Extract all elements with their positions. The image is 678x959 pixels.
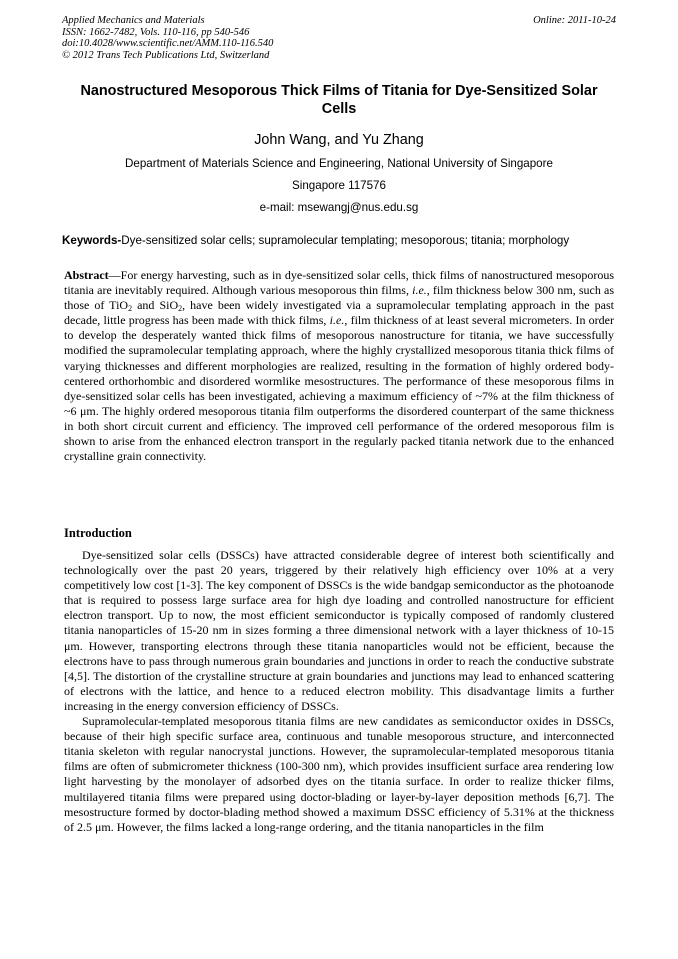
journal-name: Applied Mechanics and Materials — [62, 15, 205, 26]
abstract — [64, 268, 614, 464]
abstract-text-2: , film thickness below 300 nm, such as those of TiO — [64, 283, 615, 313]
abstract-sub-1: 2 — [128, 304, 133, 314]
abstract-ie-2: i.e. — [329, 313, 345, 328]
online-date: Online: 2011-10-24 — [533, 15, 616, 26]
keywords-label: Keywords- — [62, 234, 122, 247]
introduction-body — [64, 548, 614, 835]
abstract-text-3: and SiO — [132, 298, 179, 313]
intro-paragraph-2: Supramolecular-templated mesoporous titania films are new candidates as semiconductor oxides in DSSCs, because of their high specific surface area, continuous and tunable mesoporous structure, and interconnected titania skeleton with regular nanocrystal junctions. However, the supramolecular-templated mesoporous titania films are often of submicrometer thickness (100-300 nm), which provides insufficient surface area rendering low light harvesting by the monolayer of adsorbed dyes on the titania surface. In order to realize thicker films, multilayered titania films were prepared using doctor-blading or layer-by-layer deposition methods [6,7]. The mesostructure formed by doctor-blading method showed a maximum DSSC efficiency of 5.31% at the thickness of 2.5 μm. However, the films lacked a long-range ordering, and the titania nanoparticles in the film — [64, 714, 614, 834]
abstract-text-5: , film thickness of at least several micrometers. In order to develop the desperately wanted thick films of mesoporous nanostructure for titania, we have successfully modified the supramolecular templating approach, where the highly crystallized mesoporous titania thick films of varying thicknesses and different morphologies are realized, resulting in the formation of highly ordered body-centered orthorhombic and disordered wormlike mesostructures. The performance of these mesoporous films in dye-sensitized solar cells has been investigated, achieving a maximum efficiency of ~7% at the film thickness of ~6 μm. The highly ordered mesoporous titania film outperforms the disordered counterpart of the same thickness in both short circuit current and efficiency. The improved cell performance of the ordered mesoporous film is shown to arise from the enhanced electron transport in the regularly packed titania network due to the enhanced crystalline grain connectivity. — [64, 313, 614, 464]
keywords — [62, 234, 622, 248]
introduction-heading: Introduction — [64, 526, 132, 540]
copyright-line: © 2012 Trans Tech Publications Ltd, Switzerland — [62, 49, 270, 61]
abstract-text-4: , have been widely investigated via a supramolecular templating approach in the past decade, little progress has been made with thick films, — [64, 298, 614, 328]
affiliation-city: Singapore 117576 — [292, 179, 386, 192]
abstract-text-1: —For energy harvesting, such as in dye-sensitized solar cells, thick films of nanostructured mesoporous titania are inevitably required. Although various mesoporous thin films, — [64, 268, 614, 298]
intro-paragraph-1: Dye-sensitized solar cells (DSSCs) have attracted considerable degree of interest both scientifically and technologically over the past 20 years, triggered by their relatively high efficiency over 10% at a very competitively low cost [1-3]. The key component of DSSCs is the wide bandgap semiconductor as the photoanode that is required to possess large surface area for high dye loading and controlled nanostructure for efficient electron transport. Up to now, the most efficient semiconductor is typically composed of randomly clustered titania nanoparticles of 15-20 nm in sizes forming a three dimensional network with a layer thickness of 10-15 μm. However, transporting electrons through these titania nanoparticles would not be efficient, because the electrons have to pass through numerous grain boundaries and junctions in order to reach the conductive substrate [4,5]. The distortion of the crystalline structure at grain boundaries and junctions may lead to enhanced scattering of electrons with the lattice, and hence to a reduced electron mobility. This disadvantage limits a further increasing in the energy conversion efficiency of DSSCs. — [64, 548, 615, 713]
paper-title: Nanostructured Mesoporous Thick Films of Titania for Dye-Sensitized Solar Cells — [80, 83, 598, 117]
authors: John Wang, and Yu Zhang — [254, 132, 424, 148]
abstract-label: Abstract — [64, 268, 109, 282]
affiliation-department: Department of Materials Science and Engineering, National University of Singapore — [125, 157, 553, 170]
keywords-text: Dye-sensitized solar cells; supramolecular templating; mesoporous; titania; morphology — [121, 234, 570, 247]
affiliation-email[interactable]: e-mail: msewangj@nus.edu.sg — [259, 201, 419, 214]
issn-line: ISSN: 1662-7482, Vols. 110-116, pp 540-546 — [62, 26, 250, 38]
abstract-ie-1: i.e. — [412, 283, 427, 298]
doi-line[interactable]: doi:10.4028/www.scientific.net/AMM.110-116.540 — [62, 38, 274, 50]
abstract-sub-2: 2 — [178, 304, 183, 314]
journal-header — [62, 15, 616, 61]
